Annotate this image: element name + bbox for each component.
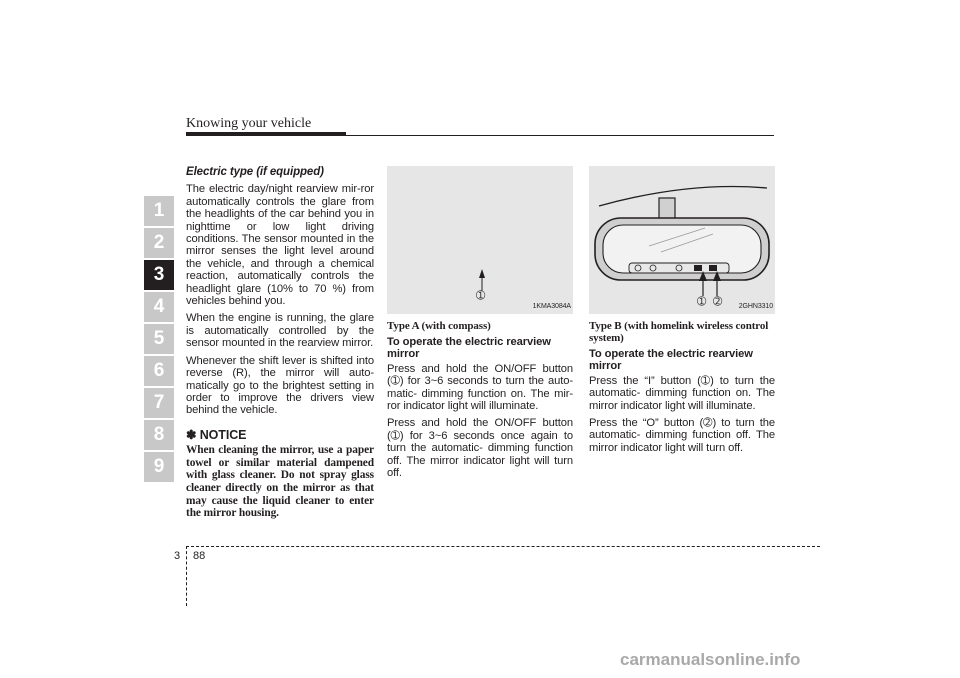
figure-label-2: ➁ — [713, 296, 723, 308]
chapter-tab-1[interactable]: 1 — [144, 196, 174, 226]
type-a-para-2: Press and hold the ON/OFF button (➀) for 3~6 seconds once again to turn the automatic- dimming function off. The mirror indicator light will turn off. — [387, 417, 573, 480]
chapter-tab-4[interactable]: 4 — [144, 292, 174, 322]
column-electric-type — [186, 166, 374, 520]
on-button — [694, 265, 702, 271]
chapter-tab-9[interactable]: 9 — [144, 452, 174, 482]
column-type-b — [589, 166, 775, 459]
rearview-mirror-illustration — [589, 166, 775, 314]
page-number: 88 — [193, 550, 206, 562]
mirror-figure-type-a — [387, 166, 573, 314]
notice-title: ✽ NOTICE — [186, 427, 247, 442]
callout-arrow — [479, 269, 485, 278]
chapter-tab-5[interactable]: 5 — [144, 324, 174, 354]
off-button — [709, 265, 717, 271]
figure-label-1: ➀ — [697, 296, 707, 308]
section-title: Knowing your vehicle — [186, 116, 312, 131]
footer-rule — [186, 546, 820, 547]
watermark: carmanualsonline.info — [620, 650, 801, 669]
column-type-a — [387, 166, 573, 484]
chapter-tabs — [144, 196, 174, 484]
footer-vertical-rule — [186, 546, 187, 606]
electric-type-para-2: When the engine is running, the glare is automatically controlled by the sensor mounted in the rearview mirror. — [186, 312, 374, 350]
footer-chapter-number: 3 — [174, 550, 181, 562]
type-b-para-2: Press the “O” button (➁) to turn the automatic- dimming function off. The mirror indicator light will turn off. — [589, 417, 775, 454]
electric-type-heading: Electric type (if equipped) — [186, 166, 324, 178]
type-b-caption: Type B (with homelink wireless control system) — [589, 320, 769, 344]
header-rule-thick — [186, 132, 346, 136]
type-b-operate-heading: To operate the electric rearview mirror — [589, 348, 753, 373]
header-rule — [186, 132, 774, 136]
mirror-figure-type-b — [589, 166, 775, 314]
chapter-tab-6[interactable]: 6 — [144, 356, 174, 386]
header-rule-thin — [346, 135, 774, 136]
figure-code: 2GHN3310 — [738, 302, 773, 310]
type-a-para-1: Press and hold the ON/OFF button (➀) for 3~6 seconds to turn the auto- matic- dimming function on. The mir-ror indicator light will illuminate. — [387, 362, 573, 413]
notice-body: When cleaning the mirror, use a paper towel or similar material dampened with glass cleaner. Do not spray glass cleaner directly on the mirror as that may cause the liquid cleaner to enter the mirror housing. — [186, 444, 374, 520]
electric-type-para-3: Whenever the shift lever is shifted into reverse (R), the mirror will auto-matically go to the brightest setting in order to improve the drivers view behind the vehicle. — [186, 354, 374, 417]
electric-type-para-1: The electric day/night rearview mir-ror automatically controls the glare from the headlights of the car behind you in nighttime or low light driving conditions. The sensor mounted in the mirror senses the light level around the vehicle, and through a chemical reaction, automatically controls the headlight glare (10% to 70 %) from vehicles behind you. — [186, 183, 374, 308]
type-b-para-1: Press the “I” button (➀) to turn the automatic- dimming function on. The mirror indicator light will illuminate. — [589, 374, 775, 412]
chapter-tab-3[interactable]: 3 — [144, 260, 174, 290]
windshield-edge — [599, 186, 767, 206]
chapter-tab-8[interactable]: 8 — [144, 420, 174, 450]
chapter-tab-2[interactable]: 2 — [144, 228, 174, 258]
chapter-tab-7[interactable]: 7 — [144, 388, 174, 418]
figure-code: 1KMA3084A — [532, 302, 571, 310]
figure-label-1: ➀ — [476, 290, 486, 302]
type-a-operate-heading: To operate the electric rearview mirror — [387, 336, 551, 361]
type-a-caption: Type A (with compass) — [387, 320, 491, 332]
